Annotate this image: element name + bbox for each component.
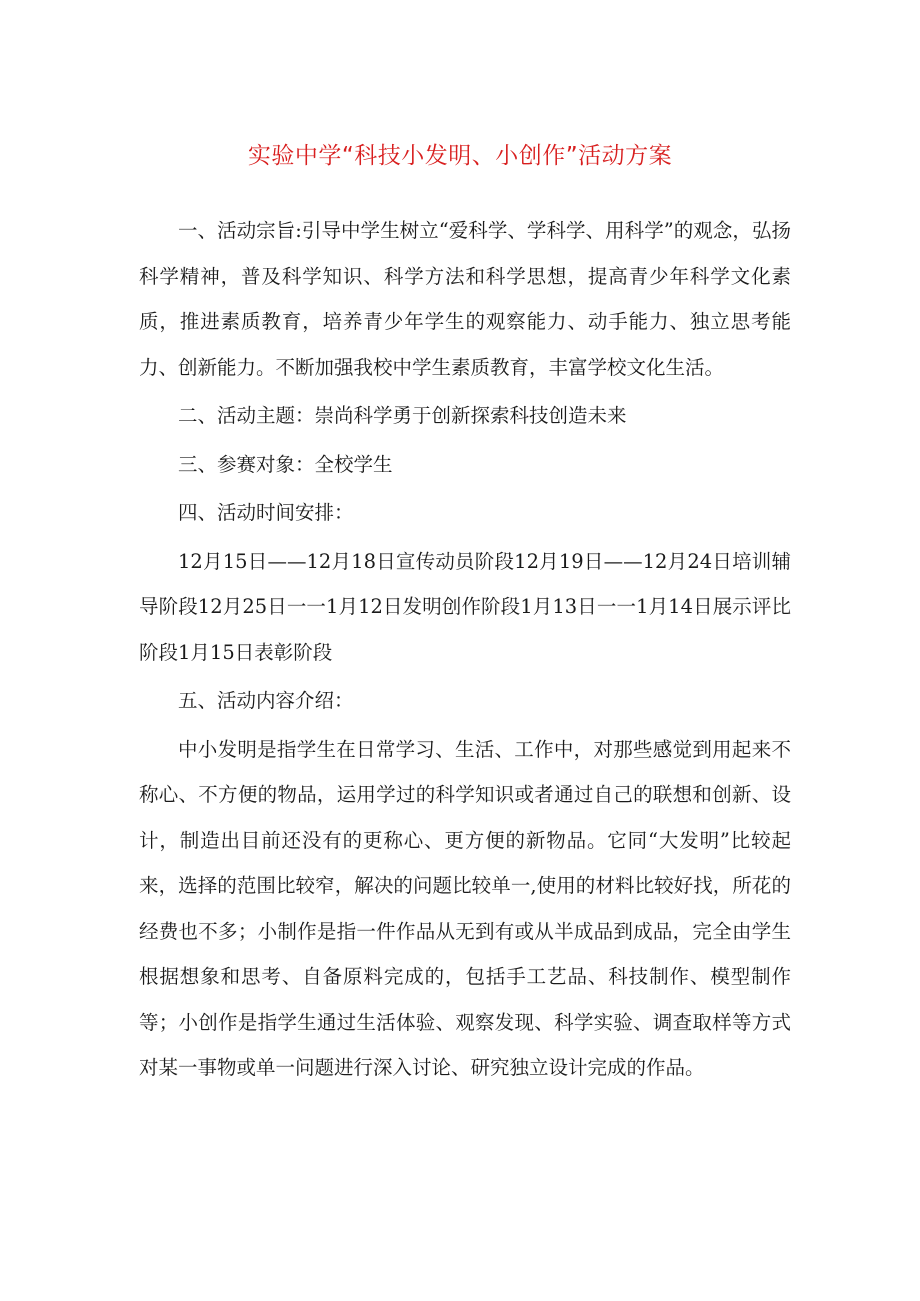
paragraph-purpose: 一、活动宗旨:引导中学生树立“爱科学、学科学、用科学”的观念，弘扬科学精神，普及科学知识、科学方法和科学思想，提高青少年科学文化素质，推进素质教育，培养青少年学生的观察能力、动手能力、独立思考能力、创新能力。不断加强我校中学生素质教育，丰富学校文化生活。: [139, 219, 791, 379]
paragraph-schedule-heading: 四、活动时间安排：: [178, 501, 354, 524]
document-body: [139, 208, 791, 1094]
document-title: 实验中学“科技小发明、小创作”活动方案: [247, 143, 673, 169]
paragraph-theme: 二、活动主题：崇尚科学勇于创新探索科技创造未来: [178, 404, 627, 427]
paragraph-content-heading: 五、活动内容介绍：: [178, 689, 354, 712]
paragraph-participants: 三、参赛对象：全校学生: [178, 452, 393, 476]
paragraph-content: 中小发明是指学生在日常学习、生活、工作中，对那些感觉到用起来不称心、不方便的物品，运用学过的科学知识或者通过自己的联想和创新、设计，制造出目前还没有的更称心、更方便的新物品。它同“大发明”比较起来，选择的范围比较窄，解决的问题比较单一,使用的材料比较好找，所花的经费也不多；小制作是指一件作品从无到有或从半成品到成品，完全由学生根据想象和思考、自备原料完成的，包括手工艺品、科技制作、模型制作等；小创作是指学生通过生活体验、观察发现、科学实验、调查取样等方式对某一事物或单一问题进行深入讨论、研究独立设计完成的作品。: [139, 737, 791, 1079]
paragraph-schedule: 12月15日——12月18日宣传动员阶段12月19日——12月24日培训辅导阶段12月25日一一1月12日发明创作阶段1月13日一一1月14日展示评比阶段1月15日表彰阶段: [139, 549, 791, 664]
